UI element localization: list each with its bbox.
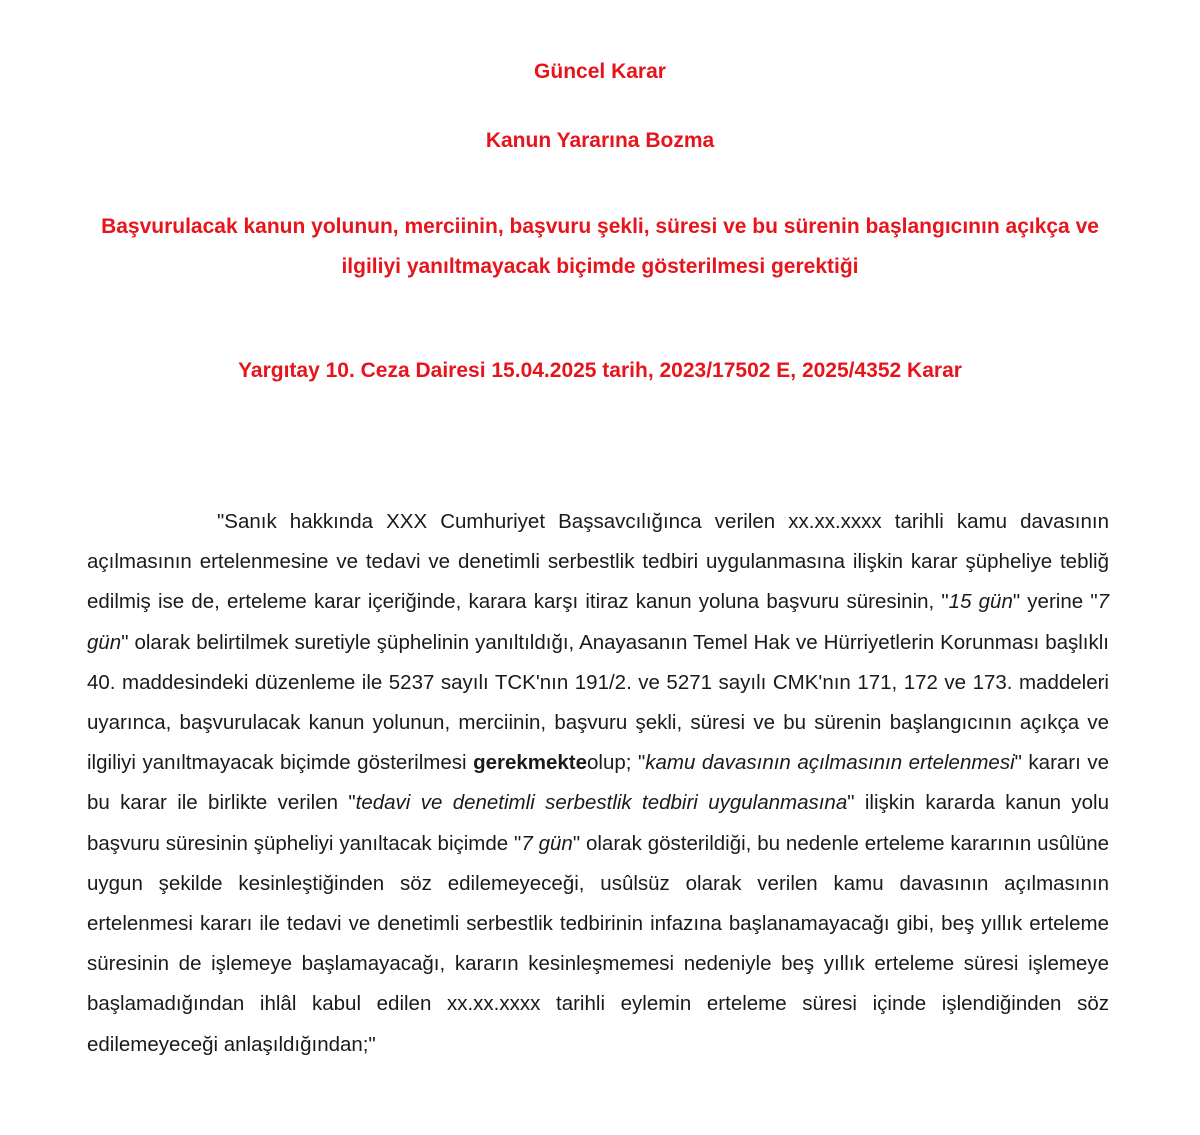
excerpt-text: " olarak belirtilmek suretiyle şüphelinin yanıltıldığı, Anayasanın Temel Hak ve Hürriyetlerin Korunması başlıklı 40. maddesindeki düzenleme ile 5237 sayılı TCK'nın 191/2. ve 5271 sayılı CMK'nın 171, 172 ve 173. maddeleri uyarınca, başvurulacak kanun yolunun, merciinin, başvuru şekli, süresi ve bu sürenin başlangıcının açıkça ve ilgiliyi yanıltmayacak biçimde gösterilmesi xyxy=(87,630,1109,775)
excerpt-text: " kararı ve bu karar ile birlikte verilen " xyxy=(87,751,1109,815)
document-subtitle: Kanun Yararına Bozma xyxy=(485,129,715,152)
excerpt-emphasis: tedavi ve denetimli serbestlik tedbiri uygulanmasına xyxy=(355,791,848,815)
decision-excerpt xyxy=(87,502,1109,1065)
excerpt-text: " ilişkin kararda kanun yolu başvuru süresinin şüpheliyi yanıltacak biçimde " xyxy=(87,791,1109,855)
excerpt-emphasis: kamu davasının açılmasının ertelenmesi xyxy=(645,751,1015,775)
court-citation: Yargıtay 10. Ceza Dairesi 15.04.2025 tarih, 2023/17502 E, 2025/4352 Karar xyxy=(238,359,962,382)
excerpt-text: olup; " xyxy=(587,751,646,775)
excerpt-emphasis: 7 gün xyxy=(87,590,1110,654)
excerpt-text: "Sanık hakkında XXX Cumhuriyet Başsavcılığınca verilen xx.xx.xxxx tarihli kamu davasının açılmasının ertelenmesine ve tedavi ve denetimli serbestlik tedbiri uygulanmasına ilişkin karar şüpheliye tebliğ edilmiş ise de, erteleme karar içeriğinde, karara karşı itiraz kanun yoluna başvuru süresinin, " xyxy=(87,510,1109,614)
excerpt-bold: gerekmekte xyxy=(473,751,588,775)
decision-topic: Başvurulacak kanun yolunun, merciinin, başvuru şekli, süresi ve bu sürenin başlangıcının açıkça ve ilgiliyi yanıltmayacak biçimde gösterilmesi gerektiği xyxy=(101,215,1099,278)
excerpt-text: " yerine " xyxy=(1012,590,1098,614)
excerpt-text: " olarak gösterildiği, bu nedenle erteleme kararının usûlüne uygun şekilde kesinleştiğinden söz edilemeyeceği, usûlsüz olarak verilen kamu davasının açılmasının ertelenmesi kararı ile tedavi ve denetimli serbestlik tedbirinin infazına başlanamayacağı gibi, beş yıllık erteleme süresinin de işlemeye başlamayacağı, kararın kesinleşmemesi nedeniyle beş yıllık erteleme süresi işlemeye başlamadığından ihlâl kabul edilen xx.xx.xxxx tarihli eylemin erteleme süresi içinde işlendiğinden söz edilemeyeceği anlaşıldığından;" xyxy=(87,831,1109,1056)
excerpt-emphasis: 15 gün xyxy=(948,590,1013,614)
document-title: Güncel Karar xyxy=(534,60,666,83)
excerpt-emphasis: 7 gün xyxy=(521,831,573,855)
